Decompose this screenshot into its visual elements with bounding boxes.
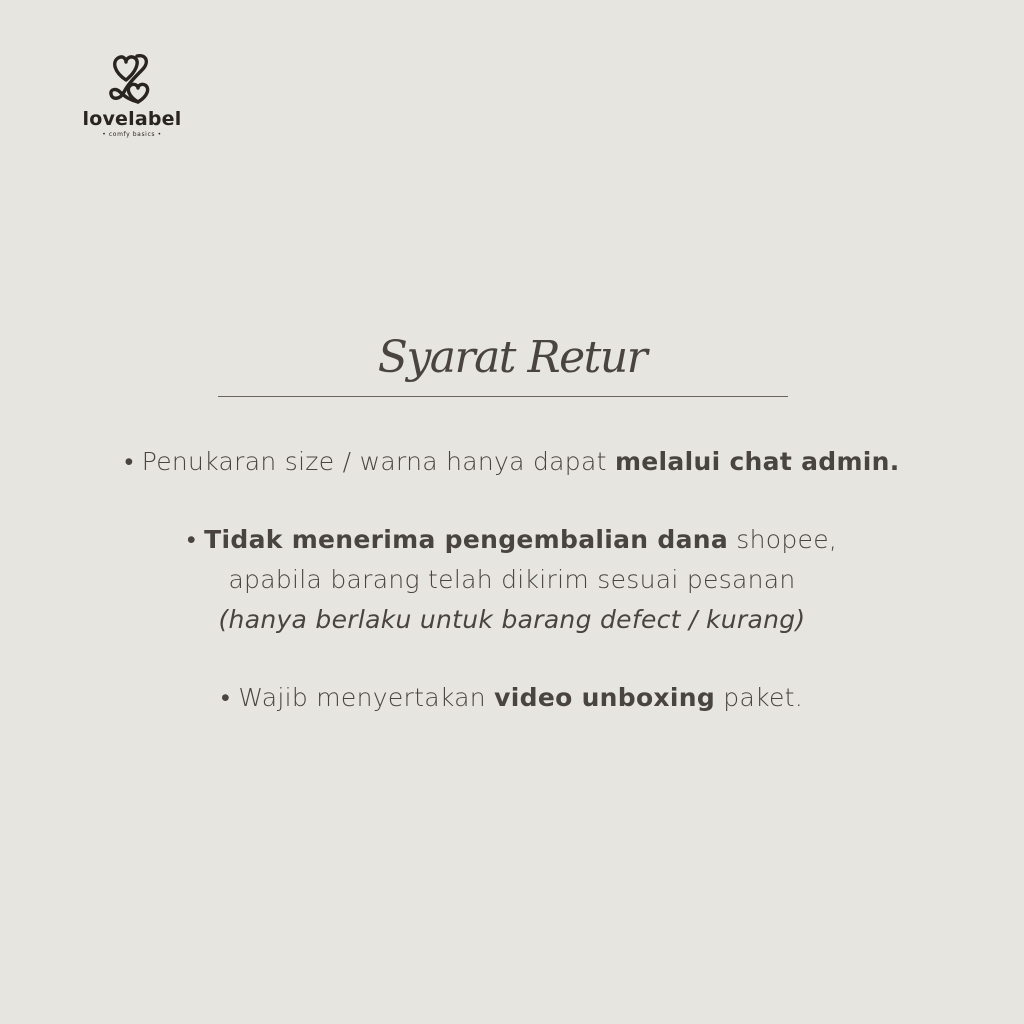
brand-name: lovelabel (82, 108, 182, 130)
rule-emphasis: video unboxing (494, 683, 716, 712)
rule-line: • Wajib menyertakan video unboxing paket. (221, 683, 803, 712)
rule-no-refund (0, 520, 1024, 640)
page-title: Syarat Retur (377, 332, 647, 383)
brand-logo (72, 50, 192, 139)
title-divider (218, 396, 788, 397)
rule-line: apabila barang telah dikirim sesuai pesanan (228, 565, 796, 594)
rule-exchange (0, 442, 1024, 482)
brand-tagline: • comfy basics • (102, 131, 162, 138)
rule-emphasis: Tidak menerima pengembalian dana (204, 525, 729, 554)
rule-line: • Tidak menerima pengembalian dana shopee, (186, 525, 838, 554)
rule-line: • Penukaran size / warna hanya dapat melalui chat admin. (124, 447, 900, 476)
rule-emphasis: melalui chat admin. (614, 447, 900, 476)
return-rules (0, 442, 1024, 756)
rule-unboxing-video (0, 678, 1024, 718)
hearts-l-logo-icon (104, 50, 160, 106)
rule-note: (hanya berlaku untuk barang defect / kurang) (218, 605, 806, 634)
